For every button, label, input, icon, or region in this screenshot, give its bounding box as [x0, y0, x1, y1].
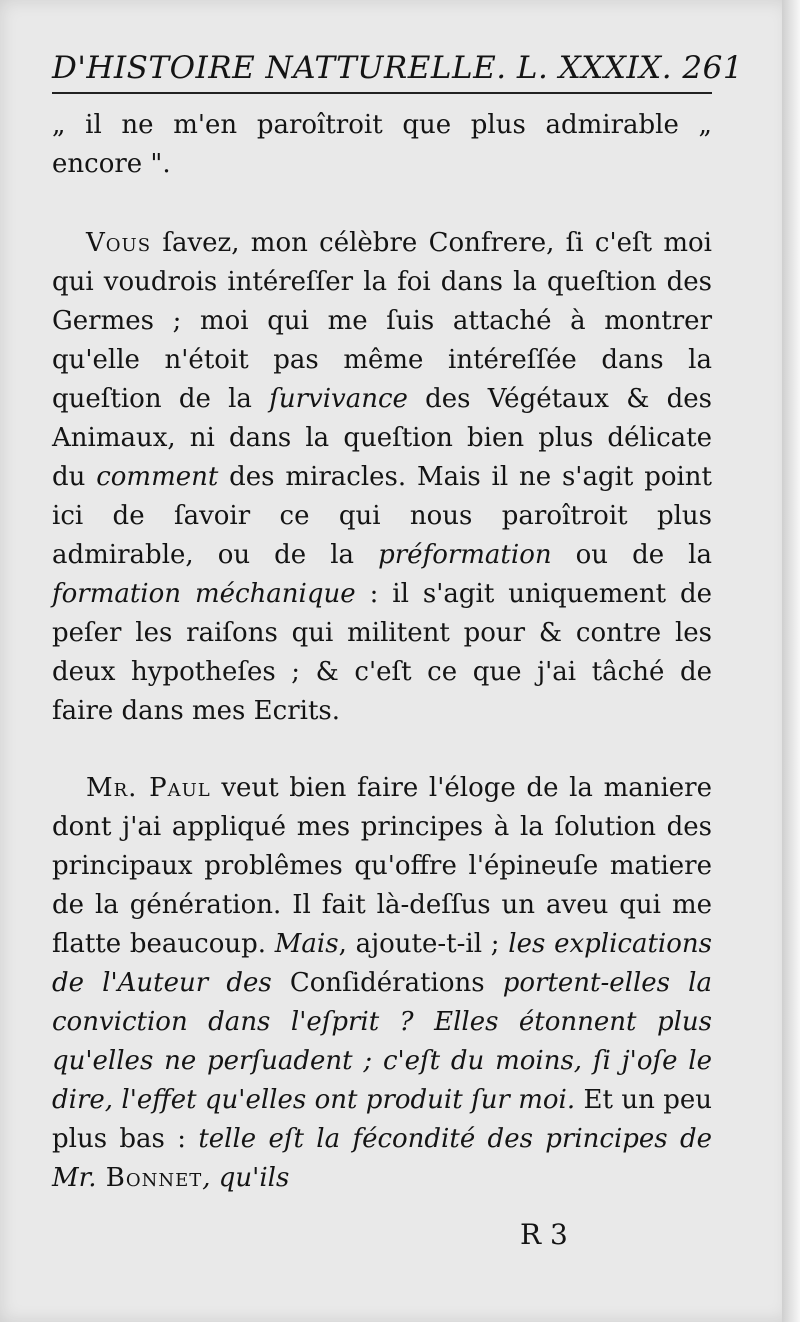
paragraph-2-text-5: Bonnet: [96, 1163, 203, 1193]
paragraph-2-italic-4: telle eſt la fécondité des principes de Mr.: [52, 1124, 713, 1193]
header-rule: [52, 92, 712, 94]
paragraph-2-lead: Mr. Paul: [86, 773, 211, 803]
page-content: [52, 40, 744, 1224]
paragraph-1-italic-3: préformation: [378, 540, 552, 570]
paragraph-1-italic-1: ſurvivance: [269, 384, 408, 414]
quote-continuation: „ il ne m'en paroîtroit que plus admirable „ encore ".: [52, 110, 712, 179]
signature-mark: R 3: [520, 1218, 568, 1251]
paragraph-2-italic-1: Mais: [274, 929, 339, 959]
paragraph-1-text-1: ſavez, mon célèbre Confrere, ſi c'eſt moi qui voudrois intéreſſer la foi dans la queſtion des Germes ; moi qui me ſuis attaché à montrer qu'elle n'étoit pas même intéreſſée dans la queſtion de la: [52, 228, 712, 414]
paragraph-1-text-4: ou de la: [551, 540, 712, 570]
page-edge: [782, 0, 800, 1322]
paragraph-2-text-4: Et un peu plus bas :: [52, 1085, 712, 1154]
paragraph-1-italic-2: comment: [96, 462, 219, 492]
paragraph-2-text-3: Conſidérations: [271, 968, 503, 998]
paragraph-2-text-1: veut bien faire l'éloge de la maniere dont j'ai appliqué mes principes à la ſolution des principaux problêmes qu'offre l'épineuſe matiere de la génération. Il fait là-deſſus un aveu qui me flatte beaucoup.: [52, 773, 712, 959]
paragraph-1-text-2: des Végétaux & des Animaux, ni dans la queſtion bien plus délicate du: [52, 384, 712, 492]
paragraph-1-italic-4: formation méchanique: [52, 579, 356, 609]
paragraph-2-italic-3: portent-elles la conviction dans l'eſprit ? Elles étonnent plus qu'elles ne perſuadent ; c'eſt du moins, ſi j'oſe le dire, l'effet qu'elles ont produit ſur moi.: [52, 968, 712, 1115]
paragraph-1-text-5: : il s'agit uniquement de peſer les raiſons qui militent pour & contre les deux hypotheſes ; & c'eſt ce que j'ai tâché de faire dans mes Ecrits.: [52, 579, 712, 726]
running-header: D'HISTOIRE NATTURELLE. L. XXXIX. 261: [52, 50, 744, 86]
paragraph-2-italic-2: les explications de l'Auteur des: [52, 929, 712, 998]
paragraph-1-text-3: des miracles. Mais il ne s'agit point ici de ſavoir ce qui nous paroîtroit plus admirable, ou de la: [52, 462, 712, 570]
paragraph-1-lead: Vous: [86, 228, 152, 258]
paragraph-1: [52, 224, 712, 731]
paragraph-2-italic-5: , qu'ils: [202, 1163, 290, 1193]
paragraph-2-text-2: , ajoute-t-il ;: [338, 929, 509, 959]
paragraph-2: [52, 769, 712, 1198]
